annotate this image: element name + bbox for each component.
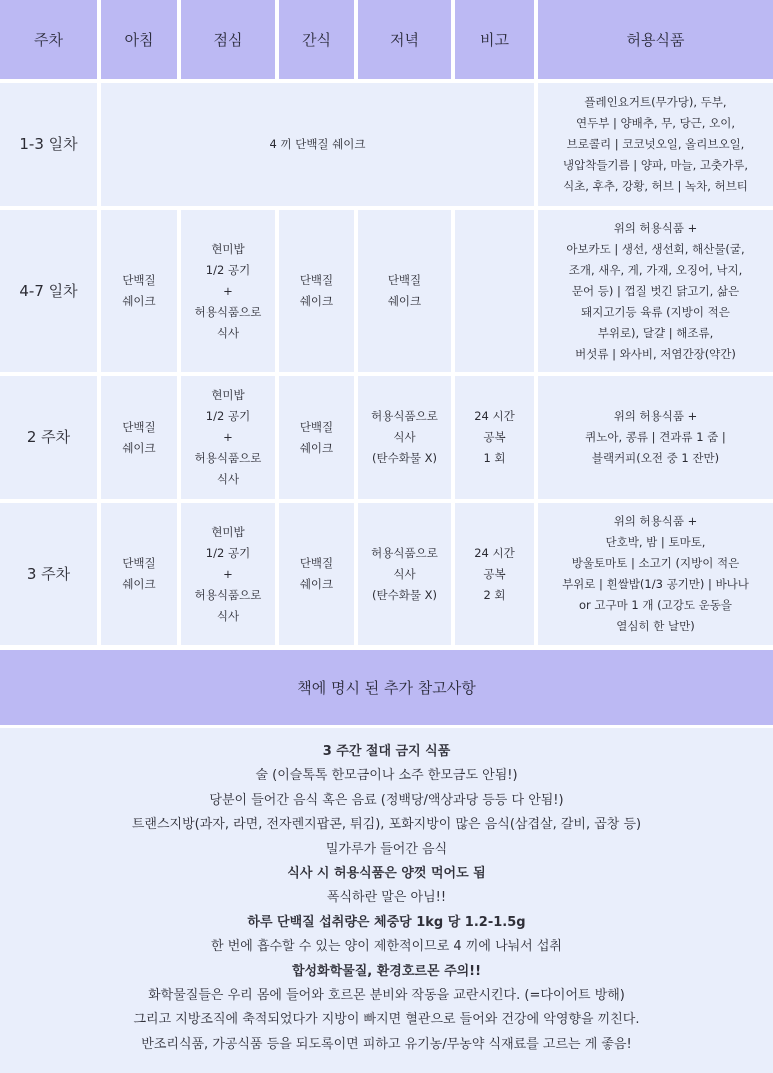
lunch-text	[195, 522, 262, 627]
lunch-line: +	[223, 430, 233, 444]
notes-title: 책에 명시 된 추가 참고사항	[297, 679, 476, 697]
lunch-line: 허용식품으로	[194, 451, 262, 465]
header-allowed	[538, 0, 773, 79]
breakfast-line: 쉐이크	[122, 577, 156, 591]
lunch-line: 현미밥	[211, 524, 245, 539]
remarks-cell	[455, 210, 534, 372]
row-label-text: 1-3 일차	[19, 135, 78, 153]
allowed-foods-line: 위의 허용식품 +	[613, 220, 698, 235]
note-heading: 하루 단백질 섭취량은 체중당 1kg 당 1.2-1.5g	[247, 914, 526, 930]
allowed-foods-line: 버섯류 | 와사비, 저염간장(약간)	[575, 346, 736, 361]
snack-line: 쉐이크	[299, 294, 334, 308]
notes-body	[0, 728, 773, 1073]
header-snack-label: 간식	[302, 31, 331, 49]
remarks-line: 24 시간	[474, 409, 515, 423]
allowed-foods-line: 플레인요거트(무가당), 두부,	[584, 95, 727, 109]
note-heading: 3 주간 절대 금지 식품	[322, 744, 451, 759]
note-heading: 합성화학물질, 환경호르몬 주의!!	[291, 963, 482, 979]
dinner-line: 단백질	[387, 273, 422, 287]
header-lunch	[181, 0, 275, 79]
allowed-foods-line: 퀴노아, 콩류 | 견과류 1 줌 |	[585, 430, 726, 444]
merged-meal-cell	[101, 83, 534, 206]
dinner-text	[371, 406, 438, 469]
note-line: 그리고 지방조직에 축적되었다가 지방이 빠지면 혈관으로 들어와 건강에 악영향을 끼친다.	[133, 1012, 640, 1028]
note-line: 트랜스지방(과자, 라면, 전자렌지팝콘, 튀김), 포화지방이 많은 음식(삼겹살, 갈비, 곱창 등)	[131, 817, 642, 833]
lunch-line: 식사	[216, 608, 240, 623]
allowed-foods-line: 위의 허용식품 +	[613, 409, 698, 423]
allowed-foods-cell	[538, 503, 773, 645]
dinner-line: (탄수화물 X)	[372, 587, 437, 602]
header-lunch-label: 점심	[213, 31, 243, 49]
remarks-line: 2 회	[483, 587, 506, 602]
row-label-text: 4-7 일차	[19, 281, 78, 300]
lunch-line: 1/2 공기	[205, 545, 251, 560]
snack-text	[300, 270, 333, 312]
remarks-cell	[455, 376, 534, 499]
header-snack	[279, 0, 354, 79]
breakfast-line: 단백질	[122, 556, 156, 570]
header-dinner-label: 저녁	[390, 31, 419, 49]
lunch-cell	[181, 503, 275, 645]
breakfast-cell	[101, 210, 177, 372]
breakfast-text	[122, 553, 155, 595]
allowed-foods-line: 위의 허용식품 +	[613, 514, 698, 528]
breakfast-line: 단백질	[122, 419, 156, 434]
lunch-cell	[181, 210, 275, 372]
header-breakfast	[101, 0, 177, 79]
snack-line: 단백질	[299, 419, 334, 434]
snack-line: 단백질	[299, 273, 334, 287]
lunch-line: 1/2 공기	[205, 262, 251, 277]
dinner-line: 쉐이크	[387, 294, 422, 308]
lunch-text	[195, 385, 262, 490]
allowed-foods-line: 식초, 후추, 강황, 허브 | 녹차, 허브티	[563, 179, 748, 193]
allowed-foods-text	[585, 406, 726, 469]
allowed-foods-line: 냉압착들기름 | 양파, 마늘, 고춧가루,	[563, 158, 748, 172]
row-label	[0, 503, 97, 645]
dinner-line: 식사	[393, 566, 416, 581]
header-dinner	[358, 0, 451, 79]
note-line: 밀가루가 들어간 음식	[325, 841, 448, 857]
lunch-line: 식사	[216, 472, 240, 486]
lunch-cell	[181, 376, 275, 499]
breakfast-line: 쉐이크	[122, 440, 156, 455]
remarks-text	[474, 543, 515, 606]
lunch-line: 1/2 공기	[205, 409, 251, 423]
lunch-line: +	[223, 566, 233, 581]
remarks-line: 1 회	[483, 451, 506, 465]
remarks-line: 24 시간	[474, 545, 515, 560]
snack-text	[300, 553, 333, 595]
snack-line: 단백질	[299, 556, 334, 570]
allowed-foods-cell	[538, 83, 773, 206]
allowed-foods-line: 아보카도 | 생선, 생선회, 해산물(굴,	[566, 241, 745, 256]
dinner-cell	[358, 376, 451, 499]
allowed-foods-line: 연두부 | 양배추, 무, 당근, 오이,	[576, 116, 735, 130]
lunch-line: +	[223, 283, 233, 298]
breakfast-cell	[101, 376, 177, 499]
snack-text	[300, 417, 333, 459]
notes-heading	[0, 650, 773, 725]
allowed-foods-line: 열심히 한 날만)	[616, 619, 695, 633]
remarks-text	[474, 406, 515, 469]
allowed-foods-cell	[538, 210, 773, 372]
dinner-text	[388, 270, 421, 312]
lunch-text	[195, 239, 262, 344]
allowed-foods-cell	[538, 376, 773, 499]
note-line: 화학물질들은 우리 몸에 들어와 호르몬 분비와 작동을 교란시킨다. (=다이어트 방해)	[148, 988, 625, 1004]
snack-cell	[279, 376, 354, 499]
remarks-line: 공복	[483, 566, 506, 581]
note-heading: 식사 시 허용식품은 양껏 먹어도 됨	[287, 866, 486, 882]
header-remarks-label: 비고	[480, 31, 509, 49]
header-week	[0, 0, 97, 79]
allowed-foods-text	[563, 92, 748, 197]
note-line: 폭식하란 말은 아님!!	[326, 890, 447, 906]
note-line: 술 (이슬톡톡 한모금이나 소주 한모금도 안됨!)	[255, 768, 518, 784]
lunch-line: 식사	[216, 325, 240, 340]
breakfast-text	[122, 270, 155, 312]
breakfast-text	[122, 417, 155, 459]
header-remarks	[455, 0, 534, 79]
allowed-foods-line: 블랙커피(오전 중 1 잔만)	[591, 451, 720, 465]
note-line: 반조리식품, 가공식품 등을 되도록이면 피하고 유기농/무농약 식재료를 고르는 게 좋음!	[141, 1036, 632, 1052]
allowed-foods-line: 방울토마토 | 소고기 (지방이 적은	[571, 556, 740, 570]
snack-cell	[279, 503, 354, 645]
remarks-cell	[455, 503, 534, 645]
merged-meal-text: 4 끼 단백질 쉐이크	[269, 137, 366, 151]
dinner-cell	[358, 210, 451, 372]
dinner-cell	[358, 503, 451, 645]
lunch-line: 현미밥	[211, 388, 245, 402]
note-line: 당분이 들어간 음식 혹은 음료 (정백당/액상과당 등등 다 안됨!)	[209, 792, 564, 808]
allowed-foods-line: 부위로), 달걀 | 해조류,	[597, 325, 714, 340]
allowed-foods-line: 부위로 | 흰쌀밥(1/3 공기만) | 바나나	[562, 577, 749, 591]
allowed-foods-line: 문어 등) | 껍질 벗긴 닭고기, 삶은	[571, 283, 740, 298]
dinner-line: 허용식품으로	[371, 545, 438, 560]
header-week-label: 주차	[34, 31, 63, 49]
allowed-foods-text	[566, 218, 744, 365]
row-label	[0, 210, 97, 372]
row-label	[0, 83, 97, 206]
breakfast-line: 쉐이크	[122, 294, 156, 308]
lunch-line: 허용식품으로	[194, 304, 262, 319]
row-label-text: 3 주차	[26, 564, 71, 583]
lunch-line: 허용식품으로	[194, 587, 262, 602]
breakfast-cell	[101, 503, 177, 645]
allowed-foods-line: 브로콜리 | 코코넛오일, 올리브오일,	[566, 137, 745, 151]
dinner-line: 허용식품으로	[371, 409, 438, 423]
allowed-foods-line: or 고구마 1 개 (고강도 운동을	[579, 598, 732, 612]
header-allowed-label: 허용식품	[626, 31, 685, 49]
snack-line: 쉐이크	[299, 577, 334, 591]
allowed-foods-line: 돼지고기등 육류 (지방이 적은	[581, 304, 730, 319]
allowed-foods-line: 조개, 새우, 게, 가재, 오징어, 낙지,	[568, 262, 743, 277]
row-label	[0, 376, 97, 499]
dinner-line: 식사	[393, 430, 416, 444]
snack-line: 쉐이크	[299, 440, 334, 455]
allowed-foods-text	[562, 511, 749, 637]
breakfast-line: 단백질	[122, 273, 156, 287]
dinner-text	[371, 543, 438, 606]
snack-cell	[279, 210, 354, 372]
note-line: 한 번에 흡수할 수 있는 양이 제한적이므로 4 끼에 나눠서 섭취	[211, 939, 562, 955]
header-breakfast-label: 아침	[124, 31, 154, 49]
dinner-line: (탄수화물 X)	[372, 451, 437, 465]
row-label-text: 2 주차	[26, 428, 71, 446]
remarks-line: 공복	[483, 430, 506, 444]
lunch-line: 현미밥	[211, 241, 245, 256]
allowed-foods-line: 단호박, 밤 | 토마토,	[605, 535, 706, 549]
